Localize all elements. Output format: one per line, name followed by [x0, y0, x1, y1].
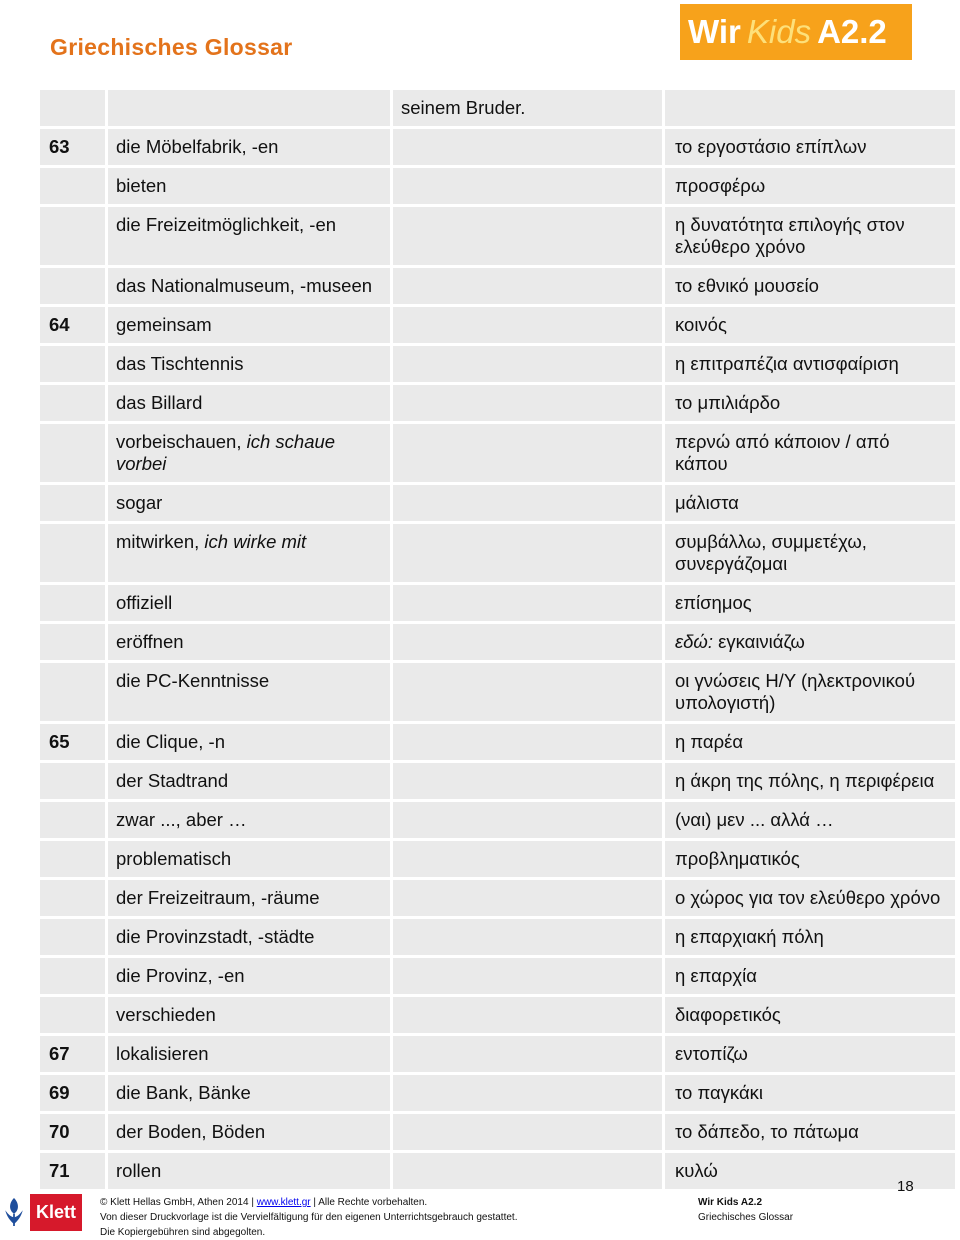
footer-copyright	[100, 1195, 517, 1240]
context-cell	[393, 268, 665, 307]
table-row	[40, 524, 958, 585]
table-row	[40, 1036, 958, 1075]
table-row	[40, 90, 958, 129]
lesson-number-cell: 63	[40, 129, 108, 168]
klett-wordmark: Klett	[30, 1194, 82, 1231]
lesson-number-cell	[40, 424, 108, 485]
greek-note: εδώ:	[675, 631, 713, 652]
greek-translation: κυλώ	[675, 1160, 718, 1181]
context-cell	[393, 1075, 665, 1114]
lesson-number-cell	[40, 346, 108, 385]
greek-translation: κοινός	[675, 314, 727, 335]
table-row	[40, 1114, 958, 1153]
german-term-cell	[108, 168, 393, 207]
german-term: die Freizeitmöglichkeit, -en	[116, 214, 337, 235]
context-cell	[393, 663, 665, 724]
context-cell	[393, 802, 665, 841]
german-term-cell	[108, 880, 393, 919]
german-term: vorbeischauen,	[116, 431, 247, 452]
context-cell	[393, 168, 665, 207]
lesson-number-cell	[40, 385, 108, 424]
greek-translation: περνώ από κάποιον / από κάπου	[675, 431, 890, 474]
context-cell	[393, 624, 665, 663]
context-cell	[393, 880, 665, 919]
greek-translation-cell	[665, 880, 958, 919]
footer-book-subtitle: Griechisches Glossar	[698, 1212, 794, 1223]
german-term-cell	[108, 919, 393, 958]
greek-translation: διαφορετικός	[675, 1004, 781, 1025]
greek-translation: προβληματικός	[675, 848, 800, 869]
logo-kids: Kids	[746, 13, 812, 50]
german-term-cell	[108, 997, 393, 1036]
german-term-cell	[108, 385, 393, 424]
german-term-cell	[108, 1036, 393, 1075]
german-term-cell	[108, 307, 393, 346]
lesson-number-cell	[40, 168, 108, 207]
table-row	[40, 919, 958, 958]
table-row	[40, 268, 958, 307]
german-term: gemeinsam	[116, 314, 212, 335]
context-cell	[393, 207, 665, 268]
table-row	[40, 624, 958, 663]
german-term: die PC-Kenntnisse	[116, 670, 270, 691]
german-term: verschieden	[116, 1004, 216, 1025]
footer-line-3: Die Kopiergebühren sind abgegolten.	[100, 1227, 266, 1238]
lesson-number-cell	[40, 763, 108, 802]
german-term-cell	[108, 268, 393, 307]
klett-logo	[0, 1188, 82, 1236]
german-term-cell	[108, 207, 393, 268]
german-term-example: ich schaue vorbei	[116, 431, 336, 474]
klett-emblem-icon	[0, 1192, 28, 1232]
lesson-number-cell	[40, 90, 108, 129]
german-term: zwar ..., aber …	[116, 809, 247, 830]
greek-translation-cell	[665, 763, 958, 802]
greek-translation-cell	[665, 958, 958, 997]
greek-translation-cell	[665, 663, 958, 724]
greek-translation: το παγκάκι	[675, 1082, 764, 1103]
context-cell	[393, 1114, 665, 1153]
german-term: das Billard	[116, 392, 203, 413]
greek-translation: προσφέρω	[675, 175, 766, 196]
greek-translation-cell	[665, 346, 958, 385]
context-cell	[393, 1153, 665, 1192]
german-term: sogar	[116, 492, 163, 513]
greek-translation-cell	[665, 424, 958, 485]
german-term-cell	[108, 663, 393, 724]
context-cell	[393, 307, 665, 346]
german-term-cell	[108, 524, 393, 585]
greek-translation-cell	[665, 90, 958, 129]
context-cell	[393, 424, 665, 485]
german-term-cell	[108, 585, 393, 624]
table-row	[40, 958, 958, 997]
table-row	[40, 168, 958, 207]
greek-translation-cell	[665, 524, 958, 585]
greek-translation: η άκρη της πόλης, η περιφέρεια	[675, 770, 935, 791]
greek-translation: η επαρχιακή πόλη	[675, 926, 824, 947]
greek-translation: μάλιστα	[675, 492, 739, 513]
greek-translation-cell	[665, 802, 958, 841]
lesson-number-cell	[40, 919, 108, 958]
table-row	[40, 207, 958, 268]
greek-translation: (ναι) μεν ... αλλά …	[675, 809, 834, 830]
german-term-cell	[108, 958, 393, 997]
german-term: lokalisieren	[116, 1043, 209, 1064]
greek-translation: το εθνικό μουσείο	[675, 275, 819, 296]
page-number: 18	[897, 1178, 914, 1195]
german-term-cell	[108, 1075, 393, 1114]
table-row	[40, 485, 958, 524]
greek-translation: το δάπεδο, το πάτωμα	[675, 1121, 859, 1142]
german-term-cell	[108, 346, 393, 385]
table-row	[40, 346, 958, 385]
lesson-number-cell: 67	[40, 1036, 108, 1075]
lesson-number-cell	[40, 585, 108, 624]
german-term: offiziell	[116, 592, 173, 613]
context-cell	[393, 724, 665, 763]
table-row	[40, 385, 958, 424]
logo-level: A2.2	[817, 13, 887, 50]
footer-book-title: Wir Kids A2.2	[698, 1197, 762, 1208]
german-term-cell	[108, 424, 393, 485]
table-row	[40, 307, 958, 346]
german-term: die Provinz, -en	[116, 965, 245, 986]
lesson-number-cell: 64	[40, 307, 108, 346]
table-row	[40, 663, 958, 724]
context-cell	[393, 385, 665, 424]
greek-translation-cell	[665, 485, 958, 524]
german-term-cell	[108, 485, 393, 524]
context-cell	[393, 585, 665, 624]
lesson-number-cell	[40, 802, 108, 841]
greek-translation-cell	[665, 724, 958, 763]
greek-translation: συμβάλλω, συμμετέχω, συνεργάζομαι	[675, 531, 867, 574]
context-cell	[393, 524, 665, 585]
greek-translation: το εργοστάσιο επίπλων	[675, 136, 867, 157]
greek-translation-cell	[665, 997, 958, 1036]
greek-translation-cell	[665, 1075, 958, 1114]
klett-link[interactable]: www.klett.gr	[256, 1197, 311, 1208]
lesson-number-cell	[40, 268, 108, 307]
greek-translation: το μπιλιάρδο	[675, 392, 781, 413]
glossary-table	[40, 90, 958, 1192]
logo-wir: Wir	[688, 13, 741, 50]
context-cell	[393, 919, 665, 958]
context-cell	[393, 763, 665, 802]
table-row	[40, 997, 958, 1036]
german-term: der Stadtrand	[116, 770, 229, 791]
greek-translation-cell	[665, 1036, 958, 1075]
greek-translation-cell	[665, 919, 958, 958]
lesson-number-cell	[40, 663, 108, 724]
greek-translation: η επιτραπέζια αντισφαίριση	[675, 353, 899, 374]
page-title: Griechisches Glossar	[50, 34, 293, 60]
greek-translation-cell	[665, 1114, 958, 1153]
copyright-suffix: | Alle Rechte vorbehalten.	[310, 1197, 428, 1208]
greek-translation: η επαρχία	[675, 965, 757, 986]
wir-kids-logo	[680, 4, 912, 60]
context-cell	[393, 346, 665, 385]
greek-translation-cell	[665, 129, 958, 168]
german-term-cell	[108, 1114, 393, 1153]
lesson-number-cell	[40, 880, 108, 919]
greek-translation: η δυνατότητα επιλογής στον ελεύθερο χρόνο	[675, 214, 905, 257]
german-term: bieten	[116, 175, 167, 196]
table-row	[40, 1153, 958, 1192]
greek-translation-cell	[665, 268, 958, 307]
lesson-number-cell	[40, 524, 108, 585]
german-term-example: ich wirke mit	[204, 531, 307, 552]
context-cell: seinem Bruder.	[393, 90, 665, 129]
german-term: problematisch	[116, 848, 232, 869]
table-row	[40, 585, 958, 624]
german-term-cell	[108, 841, 393, 880]
lesson-number-cell: 70	[40, 1114, 108, 1153]
copyright-prefix: © Klett Hellas GmbH, Athen 2014 |	[100, 1197, 257, 1208]
lesson-number-cell	[40, 841, 108, 880]
german-term: mitwirken,	[116, 531, 205, 552]
greek-translation-cell	[665, 385, 958, 424]
german-term-cell	[108, 1153, 393, 1192]
table-row	[40, 1075, 958, 1114]
lesson-number-cell	[40, 958, 108, 997]
table-row	[40, 880, 958, 919]
table-row	[40, 763, 958, 802]
table-row	[40, 802, 958, 841]
greek-translation: επίσημος	[675, 592, 752, 613]
greek-translation-cell	[665, 624, 958, 663]
lesson-number-cell	[40, 624, 108, 663]
table-row	[40, 841, 958, 880]
lesson-number-cell: 65	[40, 724, 108, 763]
german-term-cell	[108, 763, 393, 802]
german-term: die Provinzstadt, -städte	[116, 926, 315, 947]
footer-book-info	[698, 1195, 793, 1225]
german-term: die Bank, Bänke	[116, 1082, 251, 1103]
german-term: die Möbelfabrik, -en	[116, 136, 279, 157]
context-cell	[393, 1036, 665, 1075]
german-term: eröffnen	[116, 631, 184, 652]
german-term-cell	[108, 90, 393, 129]
german-term: die Clique, -n	[116, 731, 226, 752]
greek-translation: εντοπίζω	[675, 1043, 748, 1064]
greek-translation: ο χώρος για τον ελεύθερο χρόνο	[675, 887, 941, 908]
context-cell	[393, 841, 665, 880]
lesson-number-cell: 71	[40, 1153, 108, 1192]
greek-translation-cell	[665, 307, 958, 346]
german-term-cell	[108, 802, 393, 841]
lesson-number-cell: 69	[40, 1075, 108, 1114]
context-cell	[393, 958, 665, 997]
greek-translation-cell	[665, 585, 958, 624]
greek-translation: οι γνώσεις Η/Υ (ηλεκτρονικού υπολογιστή)	[675, 670, 916, 713]
german-term-cell	[108, 129, 393, 168]
german-term: das Tischtennis	[116, 353, 244, 374]
greek-translation-cell	[665, 1153, 958, 1192]
german-term: das Nationalmuseum, -museen	[116, 275, 373, 296]
lesson-number-cell	[40, 485, 108, 524]
german-term: der Boden, Böden	[116, 1121, 266, 1142]
context-cell	[393, 997, 665, 1036]
german-term: rollen	[116, 1160, 162, 1181]
table-row	[40, 724, 958, 763]
german-term-cell	[108, 724, 393, 763]
context-cell	[393, 485, 665, 524]
german-term-cell	[108, 624, 393, 663]
table-row	[40, 129, 958, 168]
greek-translation: η παρέα	[675, 731, 744, 752]
german-term: der Freizeitraum, -räume	[116, 887, 320, 908]
lesson-number-cell	[40, 997, 108, 1036]
table-row	[40, 424, 958, 485]
lesson-number-cell	[40, 207, 108, 268]
greek-translation-cell	[665, 841, 958, 880]
greek-translation: εγκαινιάζω	[712, 631, 805, 652]
context-cell	[393, 129, 665, 168]
greek-translation-cell	[665, 207, 958, 268]
footer-line-2: Von dieser Druckvorlage ist die Vervielfältigung für den eigenen Unterrichtsgebrauch gestattet.	[100, 1212, 518, 1223]
greek-translation-cell	[665, 168, 958, 207]
